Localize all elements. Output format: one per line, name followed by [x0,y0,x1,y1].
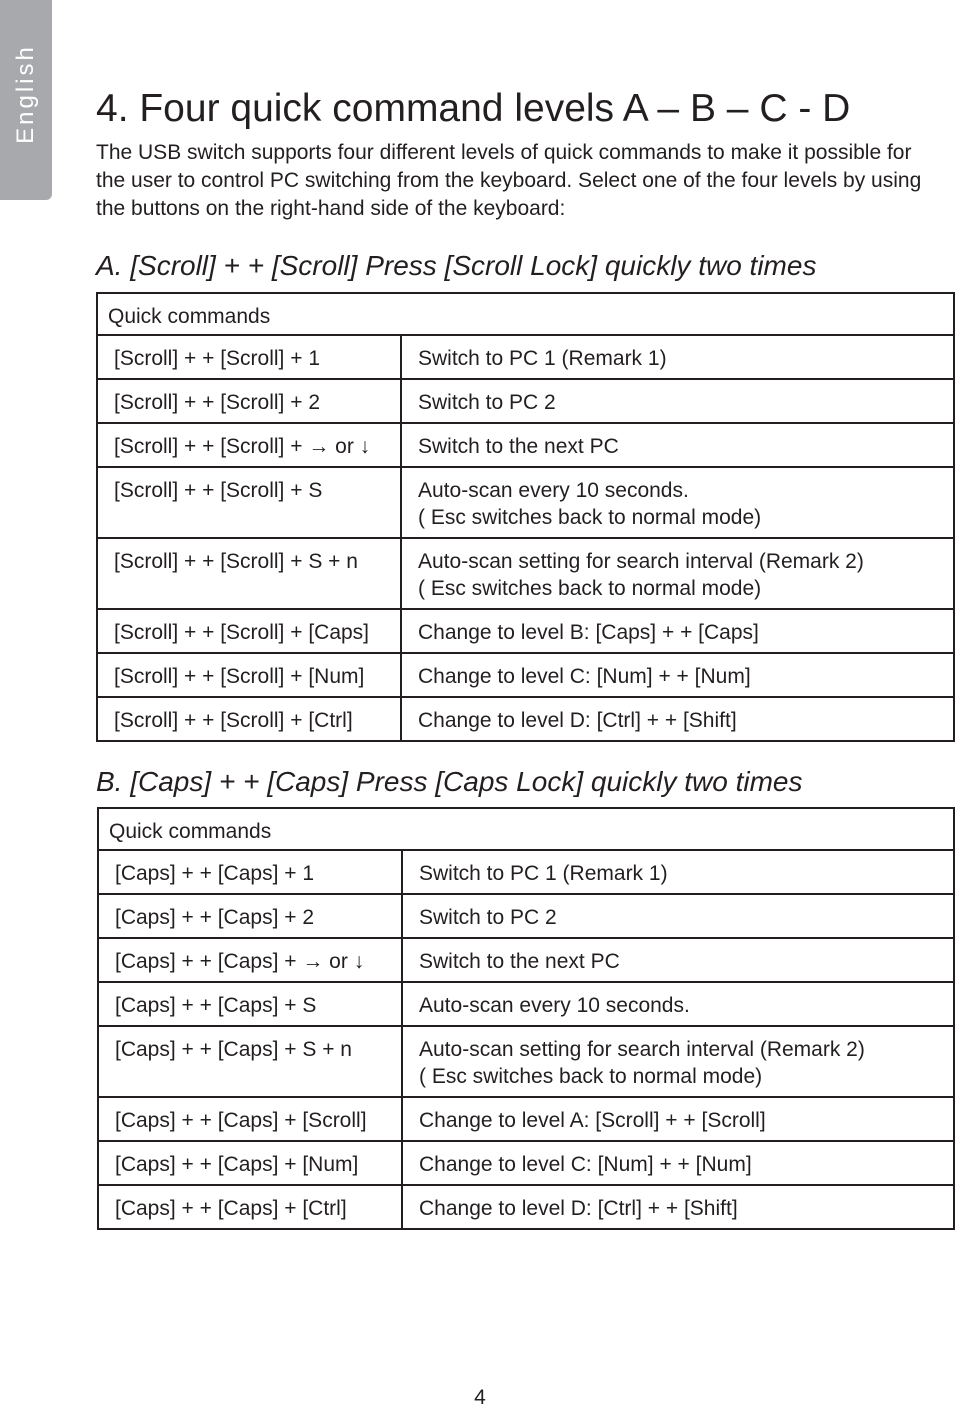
table-row [97,335,954,379]
action-cell: Change to level A: [Scroll] + + [Scroll] [402,1097,954,1141]
command-cell: [Scroll] + + [Scroll] + [Caps] [97,609,401,653]
command-cell: [Caps] + + [Caps] + S [98,982,402,1026]
quick-commands-table-a [96,292,955,742]
table-row [97,467,954,538]
command-cell: [Caps] + + [Caps] + 2 [98,894,402,938]
action-cell [401,467,954,538]
action-cell: Switch to PC 2 [401,379,954,423]
table-row [98,1141,954,1185]
action-cell: Change to level C: [Num] + + [Num] [401,653,954,697]
action-cell [401,538,954,609]
action-cell: Auto-scan every 10 seconds. [402,982,954,1026]
table-row [98,1185,954,1229]
action-line-2: ( Esc switches back to normal mode) [419,1065,763,1088]
table-header: Quick commands [97,293,954,335]
command-cell: [Scroll] + + [Scroll] + → or ↓ [97,423,401,467]
action-cell: Switch to the next PC [401,423,954,467]
command-cell: [Caps] + + [Caps] + S + n [98,1026,402,1097]
table-row [98,850,954,894]
action-cell: Change to level D: [Ctrl] + + [Shift] [402,1185,954,1229]
command-cell: [Scroll] + + [Scroll] + 2 [97,379,401,423]
command-cell: [Caps] + + [Caps] + [Num] [98,1141,402,1185]
table-row [97,379,954,423]
action-cell: Switch to PC 1 (Remark 1) [402,850,954,894]
intro-paragraph: The USB switch supports four different levels of quick commands to make it possible for the user to control PC switching from the keyboard. Select one of the four levels by using the buttons on the right-hand side of the keyboard: [96,141,922,220]
command-cell: [Scroll] + + [Scroll] + 1 [97,335,401,379]
action-cell [402,1026,954,1097]
action-line-1: Auto-scan setting for search interval (Remark 2) [418,550,864,573]
action-cell: Switch to the next PC [402,938,954,982]
table-row [98,982,954,1026]
table-row [98,938,954,982]
table-row [98,1026,954,1097]
action-cell: Switch to PC 2 [402,894,954,938]
action-cell: Change to level C: [Num] + + [Num] [402,1141,954,1185]
command-cell: [Caps] + + [Caps] + → or ↓ [98,938,402,982]
action-line-2: ( Esc switches back to normal mode) [418,577,762,600]
table-row [97,423,954,467]
table-header: Quick commands [98,808,954,850]
command-cell: [Scroll] + + [Scroll] + [Num] [97,653,401,697]
command-cell: [Caps] + + [Caps] + [Scroll] [98,1097,402,1141]
table-row [97,609,954,653]
quick-commands-table-b [97,807,955,1230]
action-line-1: Auto-scan every 10 seconds. [418,479,689,502]
table-row [97,653,954,697]
command-cell: [Scroll] + + [Scroll] + [Ctrl] [97,697,401,741]
language-label: English [12,44,39,144]
action-line-1: Auto-scan setting for search interval (Remark 2) [419,1038,865,1061]
page-title: 4. Four quick command levels A – B – C - D [96,87,851,130]
table-header-row [98,808,954,850]
action-cell: Change to level D: [Ctrl] + + [Shift] [401,697,954,741]
command-cell: [Scroll] + + [Scroll] + S [97,467,401,538]
table-row [98,1097,954,1141]
table-header-row [97,293,954,335]
command-cell: [Scroll] + + [Scroll] + S + n [97,538,401,609]
action-cell: Change to level B: [Caps] + + [Caps] [401,609,954,653]
table-row [98,894,954,938]
table-row [97,697,954,741]
action-cell: Switch to PC 1 (Remark 1) [401,335,954,379]
command-cell: [Caps] + + [Caps] + [Ctrl] [98,1185,402,1229]
section-a-title: A. [Scroll] + + [Scroll] Press [Scroll Lock] quickly two times [96,250,817,281]
command-cell: [Caps] + + [Caps] + 1 [98,850,402,894]
section-b-title: B. [Caps] + + [Caps] Press [Caps Lock] quickly two times [96,766,803,797]
language-tab [0,0,52,200]
page-number: 4 [474,1386,486,1409]
action-line-2: ( Esc switches back to normal mode) [418,506,762,529]
table-row [97,538,954,609]
